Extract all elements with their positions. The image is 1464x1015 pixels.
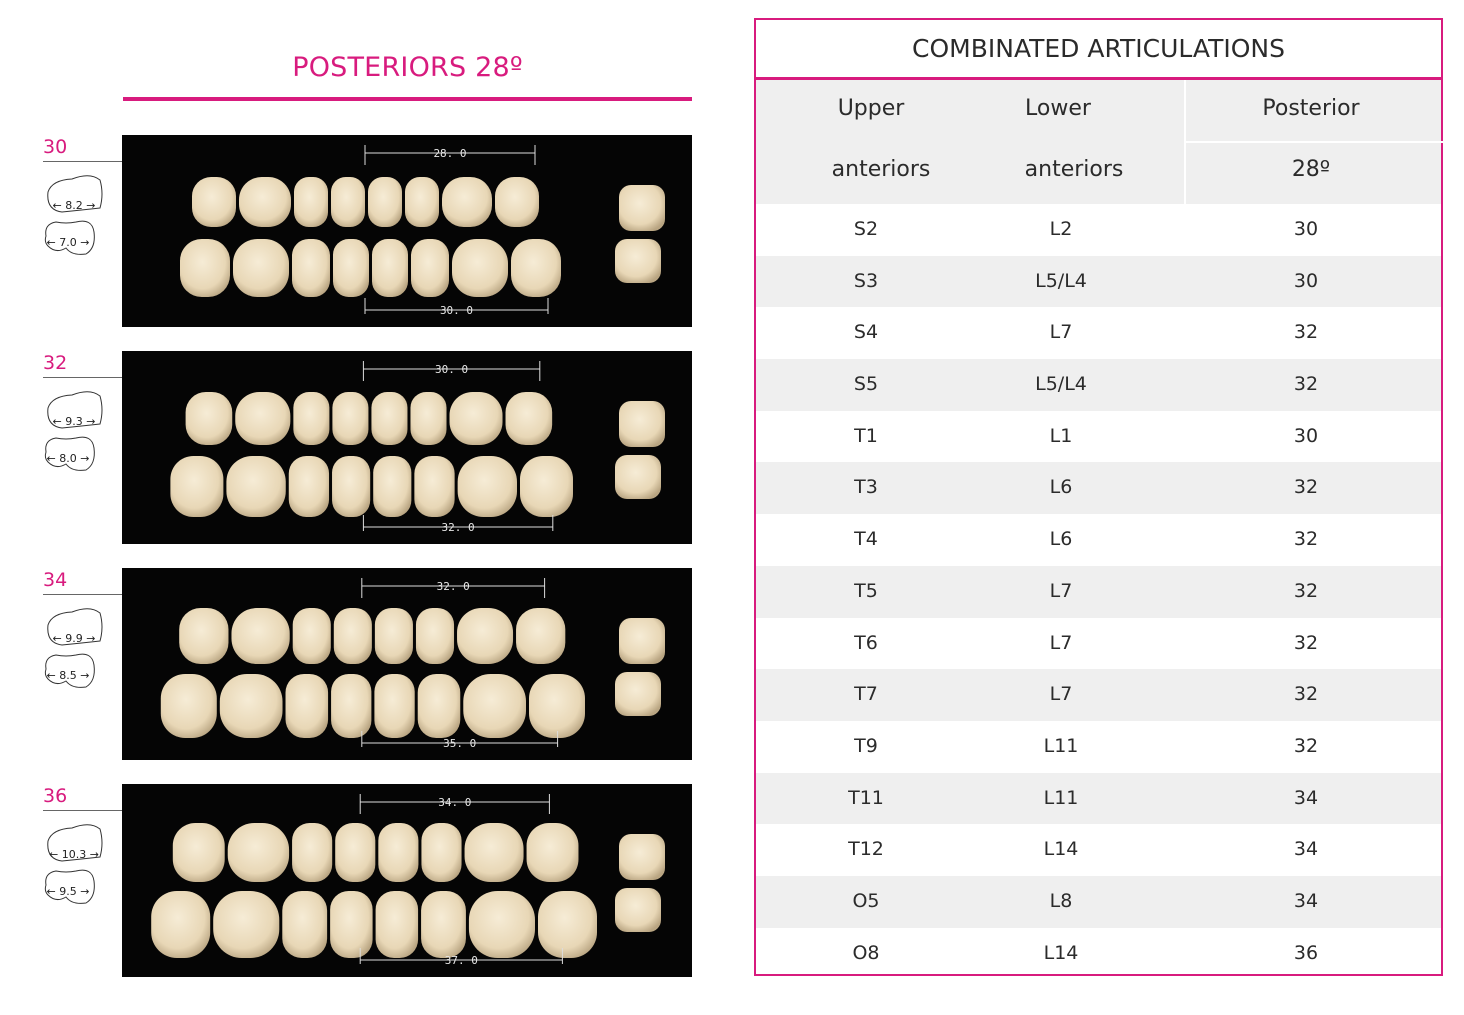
table-row <box>756 669 1441 721</box>
tooth-outline-icon <box>42 174 106 264</box>
lower-anterior-cell: L5/L4 <box>1035 373 1087 396</box>
upper-width-label: ← 10.3 → <box>49 848 99 861</box>
upper-anterior-cell: S3 <box>853 269 879 292</box>
upper-anterior-cell: T12 <box>848 838 884 861</box>
posterior-cell: 32 <box>1293 476 1319 499</box>
upper-anterior-cell: S5 <box>853 373 879 396</box>
lower-anterior-cell: L7 <box>1049 631 1073 654</box>
mould-underline <box>43 161 123 162</box>
posterior-cell: 32 <box>1293 631 1319 654</box>
teeth-photo-panel <box>122 135 692 327</box>
posterior-cell: 34 <box>1293 889 1319 912</box>
lower-anterior-cell: L14 <box>1043 941 1079 964</box>
upper-anterior-cell: T9 <box>854 734 878 757</box>
lower-anterior-cell: L11 <box>1043 786 1079 809</box>
lower-anterior-cell: L6 <box>1049 528 1073 551</box>
table-row <box>756 256 1441 308</box>
mould-underline <box>43 594 123 595</box>
table-row <box>756 514 1441 566</box>
posterior-cell: 32 <box>1293 528 1319 551</box>
table-row <box>756 307 1441 359</box>
upper-anterior-cell: O5 <box>852 889 880 912</box>
mould-number: 32 <box>43 352 68 374</box>
header-angle: 28º <box>1291 157 1331 182</box>
posterior-cell: 30 <box>1293 424 1319 447</box>
lower-width-label: ← 7.0 → <box>46 236 90 249</box>
posterior-cell: 34 <box>1293 786 1319 809</box>
upper-anterior-cell: T1 <box>854 424 878 447</box>
tooth-outline-icon <box>42 607 106 697</box>
upper-anterior-cell: T5 <box>854 579 878 602</box>
lower-anterior-cell: L7 <box>1049 321 1073 344</box>
teeth-set-image <box>122 784 692 977</box>
posteriors-title: POSTERIORS 28º <box>292 52 523 83</box>
teeth-set-image <box>122 351 692 544</box>
posterior-cell: 30 <box>1293 218 1319 240</box>
lower-anterior-cell: L8 <box>1049 889 1073 912</box>
title-rule <box>123 97 692 101</box>
upper-anterior-cell: S4 <box>853 321 879 344</box>
table-row <box>756 773 1441 825</box>
tooth-outline-icon <box>42 823 106 913</box>
table-row <box>756 928 1441 980</box>
table-row <box>756 876 1441 928</box>
mould-number: 30 <box>43 136 68 158</box>
upper-anterior-cell: T7 <box>854 683 878 706</box>
posterior-cell: 36 <box>1293 941 1319 964</box>
upper-anterior-cell: T3 <box>854 476 878 499</box>
lower-anterior-cell: L7 <box>1049 579 1073 602</box>
lower-span-label: 30. 0 <box>439 304 474 317</box>
tooth-outline-icon <box>42 390 106 480</box>
lower-anterior-cell: L11 <box>1043 734 1079 757</box>
upper-anterior-cell: S2 <box>853 218 879 240</box>
upper-anterior-cell: T4 <box>854 528 878 551</box>
lower-anterior-cell: L6 <box>1049 476 1073 499</box>
lower-anterior-cell: L5/L4 <box>1035 269 1087 292</box>
table-row <box>756 462 1441 514</box>
header-anteriors-2: anteriors <box>1024 157 1124 182</box>
mould-underline <box>43 810 123 811</box>
table-row <box>756 721 1441 773</box>
mould-number: 34 <box>43 569 68 591</box>
teeth-photo-panel <box>122 351 692 544</box>
teeth-set-image <box>122 135 692 327</box>
table-header <box>756 80 1441 204</box>
table-row <box>756 618 1441 670</box>
table-title: COMBINATED ARTICULATIONS <box>756 20 1441 80</box>
upper-width-label: ← 9.3 → <box>52 415 96 428</box>
articulations-table <box>754 18 1443 976</box>
posterior-cell: 30 <box>1293 269 1319 292</box>
posterior-cell: 32 <box>1293 373 1319 396</box>
posterior-cell: 34 <box>1293 838 1319 861</box>
table-row <box>756 566 1441 618</box>
lower-span-label: 37. 0 <box>444 954 478 967</box>
upper-span-label: 28. 0 <box>433 147 467 160</box>
upper-span-label: 30. 0 <box>435 363 469 376</box>
lower-span-label: 35. 0 <box>443 737 477 750</box>
upper-anterior-cell: T6 <box>854 631 878 654</box>
upper-span-label: 34. 0 <box>438 796 472 809</box>
lower-width-label: ← 8.0 → <box>46 452 90 465</box>
mould-number: 36 <box>43 785 68 807</box>
mould-underline <box>43 377 123 378</box>
header-divider <box>1184 141 1445 143</box>
teeth-photo-panel <box>122 568 692 760</box>
header-lower: Lower <box>1025 96 1091 121</box>
table-body <box>756 204 1441 979</box>
lower-width-label: ← 8.5 → <box>46 669 90 682</box>
table-row <box>756 411 1441 463</box>
posterior-cell: 32 <box>1293 321 1319 344</box>
lower-anterior-cell: L1 <box>1049 424 1073 447</box>
table-row <box>756 204 1441 256</box>
posterior-cell: 32 <box>1293 734 1319 757</box>
upper-span-label: 32. 0 <box>436 580 470 593</box>
upper-width-label: ← 8.2 → <box>52 199 96 212</box>
teeth-photo-panel <box>122 784 692 977</box>
upper-width-label: ← 9.9 → <box>52 632 96 645</box>
table-row <box>756 359 1441 411</box>
lower-span-label: 32. 0 <box>441 521 475 534</box>
lower-width-label: ← 9.5 → <box>46 885 90 898</box>
upper-anterior-cell: O8 <box>852 941 880 964</box>
table-row <box>756 824 1441 876</box>
upper-anterior-cell: T11 <box>848 786 884 809</box>
posterior-cell: 32 <box>1293 579 1319 602</box>
lower-anterior-cell: L7 <box>1049 683 1073 706</box>
posterior-cell: 32 <box>1293 683 1319 706</box>
header-posterior: Posterior <box>1262 96 1360 121</box>
lower-anterior-cell: L2 <box>1049 218 1073 240</box>
teeth-set-image <box>122 568 692 760</box>
header-anteriors-1: anteriors <box>831 157 931 182</box>
header-upper: Upper <box>837 96 905 121</box>
lower-anterior-cell: L14 <box>1043 838 1079 861</box>
